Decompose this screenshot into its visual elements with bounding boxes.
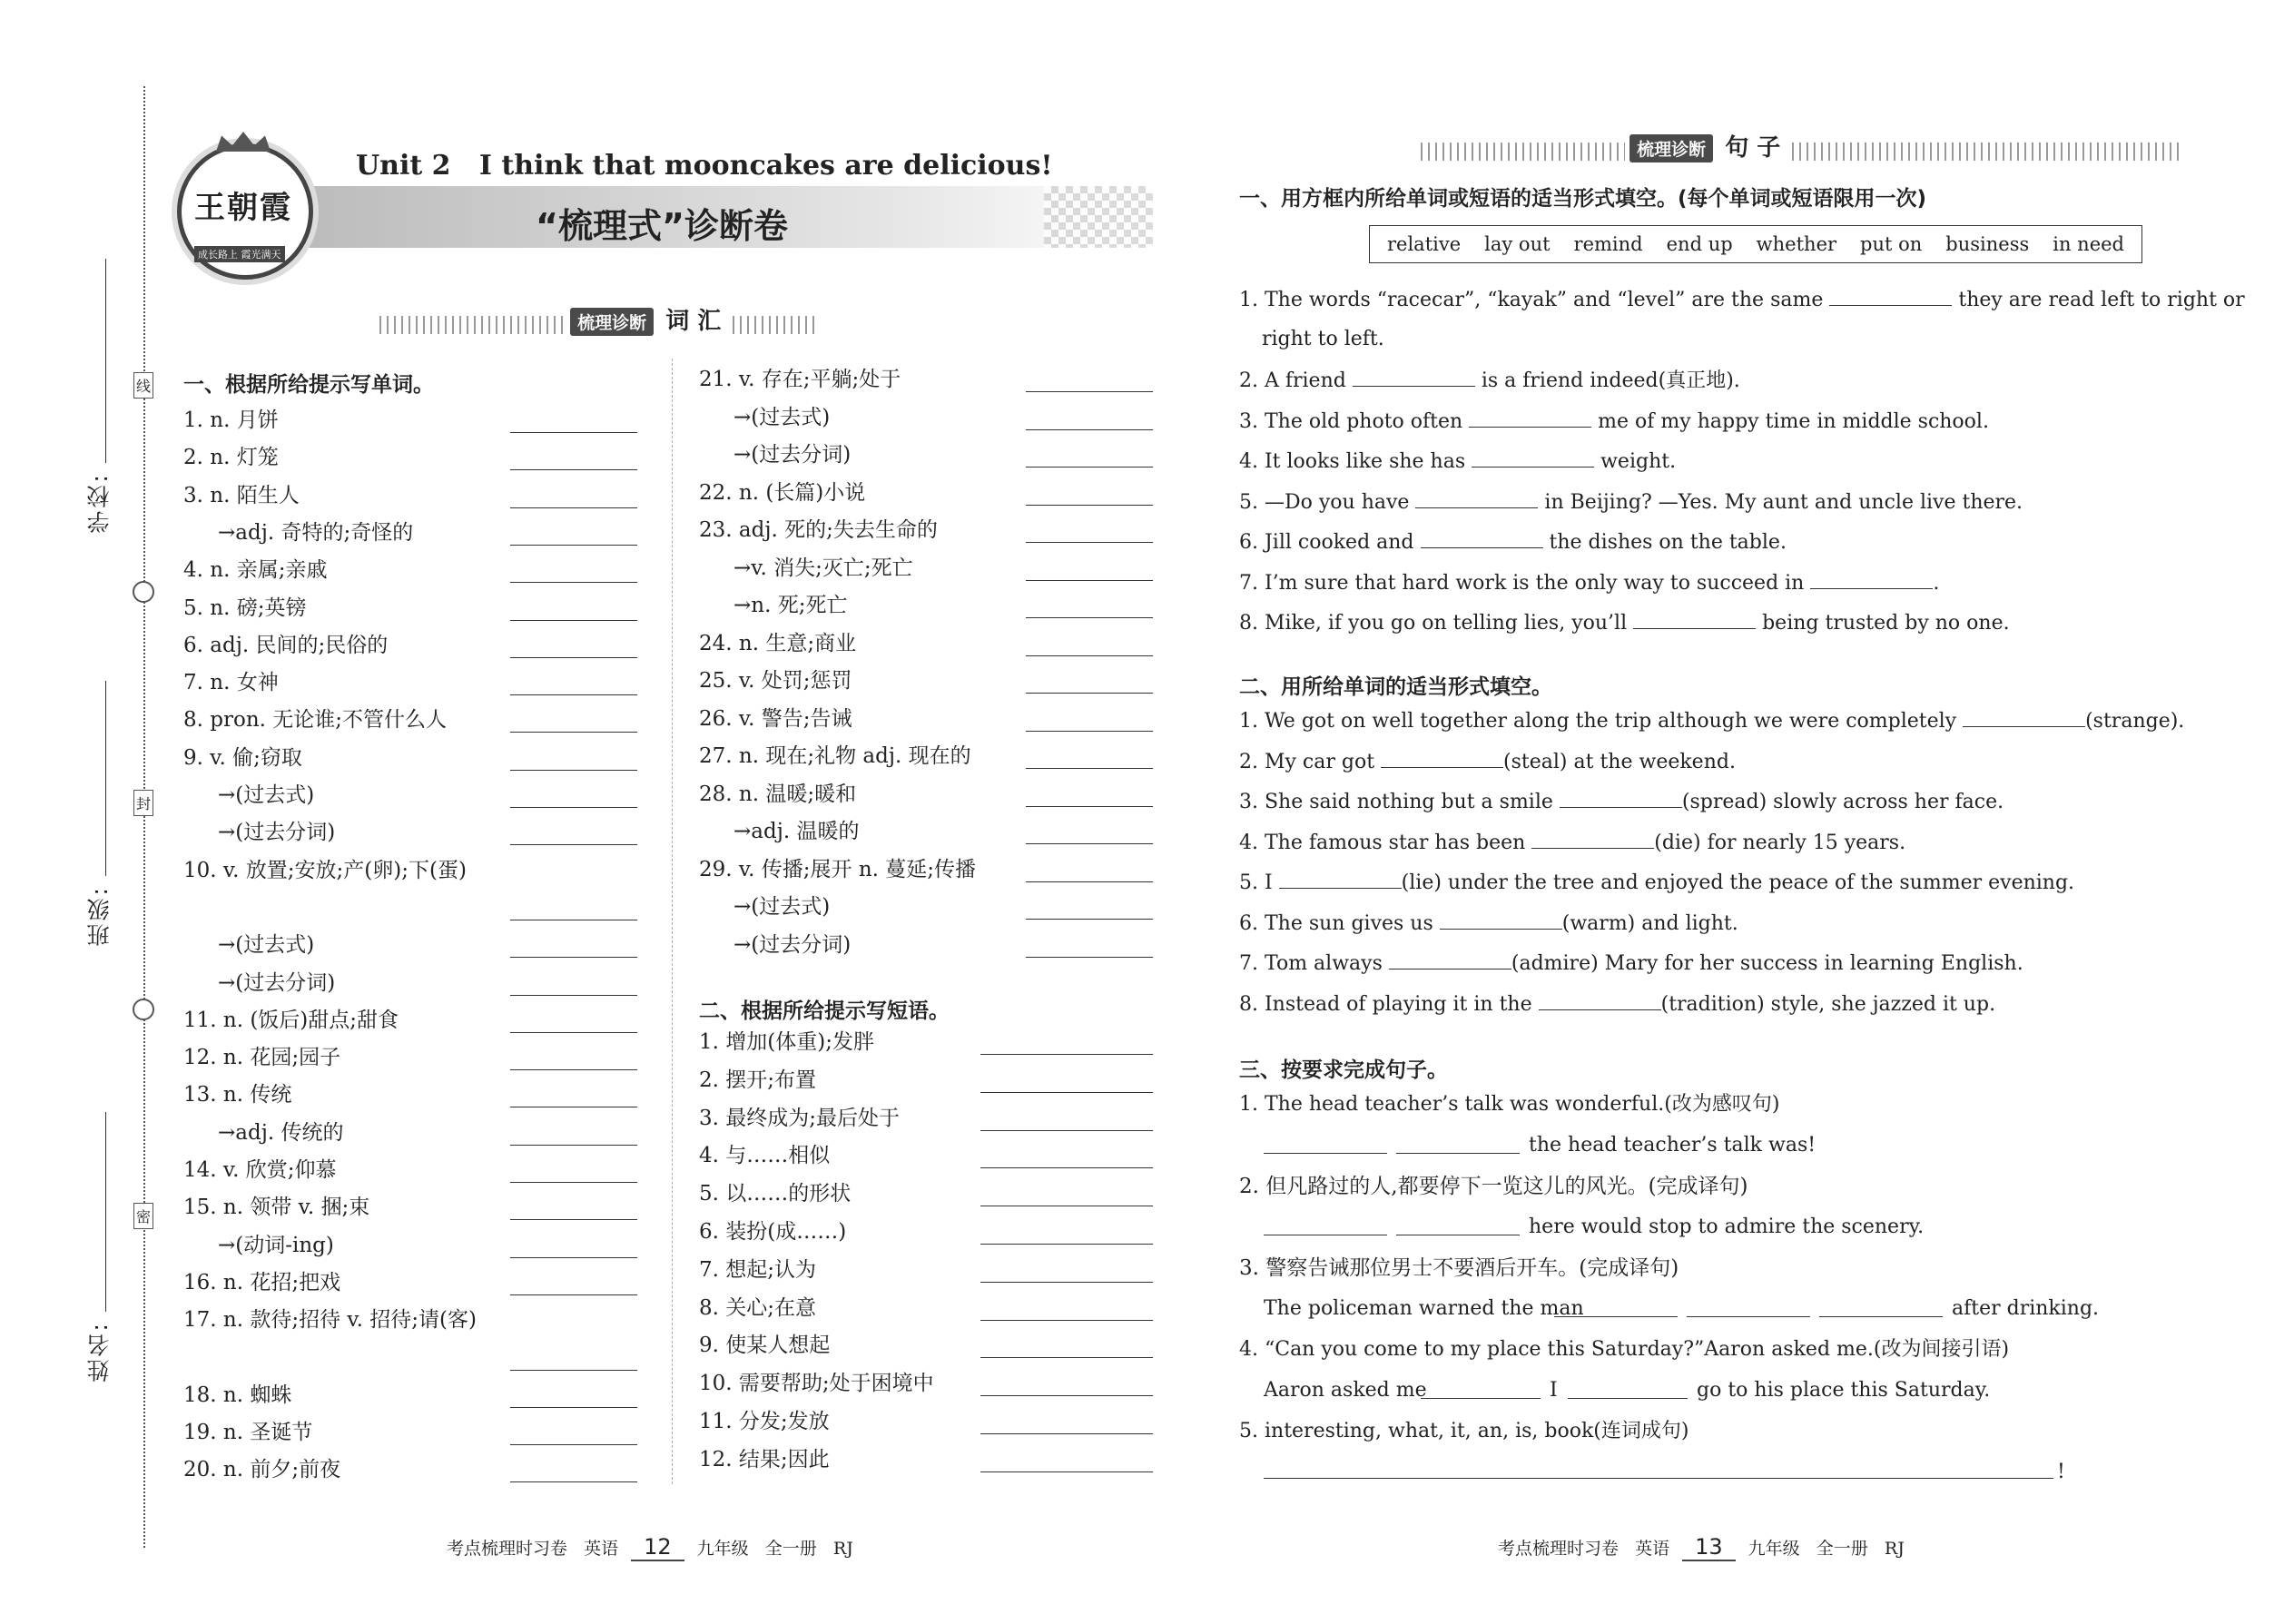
sentence-text: (die) for nearly 15 years. (1654, 831, 1906, 854)
sentence-item (1239, 285, 2245, 314)
word-box-item: relative (1387, 233, 1462, 255)
sentence-text: weight. (1594, 450, 1677, 473)
word-box-item: end up (1666, 233, 1733, 255)
vocab-prompt: 12. n. 花园;园子 (183, 1046, 341, 1070)
vocab-prompt: 13. n. 传统 (183, 1083, 292, 1107)
vocab-answer-blank[interactable] (510, 770, 637, 771)
sentence-text: 6. Jill cooked and (1239, 531, 1421, 554)
phrase-answer-blank[interactable] (980, 1167, 1153, 1168)
vocab-answer-blank[interactable] (510, 844, 637, 845)
vocab-prompt: →(过去分词) (733, 932, 852, 957)
footer-book: 考点梳理时习卷 英语 (1498, 1539, 1670, 1559)
sentence-text: right to left. (1262, 327, 1384, 350)
page-number: 12 (631, 1534, 684, 1561)
vocab-part1-title: 一、根据所给提示写单词。 (183, 373, 434, 397)
sentence-blank[interactable] (1472, 447, 1594, 468)
header-checker (1044, 186, 1153, 248)
word-box-item: whether (1756, 233, 1837, 255)
vocab-answer-blank[interactable] (1026, 429, 1153, 430)
name-line[interactable] (105, 1112, 106, 1312)
vocab-prompt: →(过去式) (218, 783, 315, 807)
vocab-prompt: →(过去式) (733, 895, 831, 919)
sentence-item (1239, 989, 1995, 1019)
sentence-blank[interactable] (1531, 828, 1654, 849)
vocab-answer-blank[interactable] (1026, 467, 1153, 468)
p3-a3-blank2[interactable] (1687, 1316, 1810, 1317)
hatch-decoration (1792, 143, 2182, 161)
vocab-prompt: 4. n. 亲属;亲戚 (183, 558, 328, 583)
class-line[interactable] (105, 681, 106, 876)
vocab-prompt: 5. n. 磅;英镑 (183, 595, 307, 620)
phrase-prompt: 1. 增加(体重);发胖 (699, 1030, 874, 1054)
sentence-blank[interactable] (1469, 407, 1591, 428)
p3-a2-text: here would stop to admire the scenery. (1529, 1216, 1925, 1238)
vocab-answer-blank[interactable] (1026, 617, 1153, 618)
p3-a5-blank[interactable] (1264, 1478, 2053, 1479)
hatch-decoration (1421, 143, 1625, 161)
vocab-answer-blank[interactable] (510, 545, 637, 546)
binding-ornament-icon (133, 581, 154, 603)
school-label: 学校: (86, 472, 113, 534)
sentences-part1-title: 一、用方框内所给单词或短语的适当形式填空。(每个单词或短语限用一次) (1239, 187, 1927, 211)
word-box-item: in need (2053, 233, 2124, 255)
vocab-answer-blank[interactable] (510, 469, 637, 470)
sentence-text: 4. It looks like she has (1239, 450, 1472, 473)
p3-a3-post: after drinking. (1952, 1297, 2100, 1320)
sentence-blank[interactable] (1810, 568, 1933, 589)
hatch-decoration (379, 316, 566, 334)
vocab-prompt: 26. v. 警告;告诫 (699, 706, 852, 731)
sentence-item (1239, 868, 2074, 897)
sentence-item (1239, 747, 1736, 776)
p3-a4-pre: Aaron asked me (1264, 1379, 1427, 1402)
vocab-prompt: 27. n. 现在;礼物 adj. 现在的 (699, 744, 971, 768)
phrase-prompt: 11. 分发;发放 (699, 1410, 830, 1433)
column-divider (672, 359, 673, 1484)
vocab-prompt: →(动词-ing) (218, 1233, 334, 1257)
vocab-answer-blank[interactable] (510, 732, 637, 733)
sentence-blank[interactable] (1539, 989, 1661, 1010)
vocab-answer-blank[interactable] (510, 957, 637, 958)
sentences-part3-title: 三、按要求完成句子。 (1239, 1058, 1448, 1082)
vocab-answer-blank[interactable] (1026, 806, 1153, 807)
vocab-answer-blank[interactable] (510, 1294, 637, 1295)
sentence-text: (warm) and light. (1561, 911, 1738, 935)
sentence-text: 4. The famous star has been (1239, 831, 1532, 854)
word-box-item: remind (1573, 233, 1643, 255)
vocab-prompt: 6. adj. 民间的;民俗的 (183, 633, 389, 657)
sentence-blank[interactable] (1633, 608, 1756, 629)
word-box-item: business (1945, 233, 2030, 255)
vocab-answer-blank[interactable] (510, 1145, 637, 1146)
vocab-prompt: 28. n. 温暖;暖和 (699, 782, 857, 806)
unit-title: Unit 2 I think that mooncakes are delicious! (356, 150, 1053, 182)
vocab-answer-blank[interactable] (510, 1032, 637, 1033)
vocab-prompt: →v. 消失;灭亡;死亡 (733, 556, 913, 580)
sentence-item (1239, 608, 2010, 637)
sentence-item (1239, 706, 2184, 735)
vocab-prompt: →adj. 温暖的 (733, 820, 860, 843)
vocab-answer-blank[interactable] (510, 582, 637, 583)
vocab-answer-blank[interactable] (1026, 731, 1153, 732)
vocab-prompt: 21. v. 存在;平躺;处于 (699, 368, 901, 391)
vocab-prompt: →(过去分词) (733, 443, 852, 467)
phrase-prompt: 8. 关心;在意 (699, 1295, 817, 1320)
vocab-answer-blank[interactable] (510, 1444, 637, 1445)
vocab-prompt: 15. n. 领带 v. 捆;束 (183, 1196, 370, 1220)
vocab-answer-blank[interactable] (510, 657, 637, 658)
sentence-item (1239, 407, 1989, 436)
sentence-blank[interactable] (1279, 868, 1402, 889)
sentence-item (1239, 527, 1787, 556)
sentence-text: 3. She said nothing but a smile (1239, 791, 1560, 813)
phrase-answer-blank[interactable] (980, 1282, 1153, 1283)
sentence-text: (tradition) style, she jazzed it up. (1660, 992, 1996, 1016)
sentence-item (1239, 447, 1676, 476)
vocab-heading: 词 汇 (665, 308, 722, 335)
vocab-prompt: 7. n. 女神 (183, 671, 279, 695)
phrase-answer-blank[interactable] (980, 1395, 1153, 1396)
phrase-prompt: 4. 与……相似 (699, 1144, 831, 1168)
vocab-prompt: 24. n. 生意;商业 (699, 631, 857, 655)
p3-q3: 3. 警察告诫那位男士不要酒后开车。(完成译句) (1239, 1256, 1679, 1280)
logo-crown-icon (216, 132, 271, 152)
vocab-answer-blank[interactable] (1026, 505, 1153, 506)
sentence-text: 2. My car got (1239, 750, 1382, 773)
name-label: 姓名: (86, 1321, 113, 1383)
vocab-answer-blank[interactable] (510, 1370, 637, 1371)
vocab-prompt: 8. pron. 无论谁;不管什么人 (183, 708, 448, 733)
phrase-answer-blank[interactable] (980, 1130, 1153, 1131)
class-label: 班级: (86, 885, 113, 947)
vocab-prompt: →adj. 传统的 (218, 1120, 344, 1145)
sentence-blank[interactable] (1963, 706, 2085, 727)
sentence-blank[interactable] (1389, 949, 1511, 969)
sentence-text: in Beijing? —Yes. My aunt and uncle live there. (1538, 490, 2023, 514)
word-box (1369, 225, 2142, 263)
vocab-answer-blank[interactable] (510, 1257, 637, 1258)
vocab-prompt: 14. v. 欣赏;仰慕 (183, 1158, 337, 1182)
brand-logo (177, 143, 313, 280)
footer-right (1498, 1534, 1905, 1561)
vocab-answer-blank[interactable] (1026, 391, 1153, 392)
vocab-tag: 梳理诊断 (570, 308, 654, 336)
binding-mark-feng: 封 (133, 790, 153, 816)
sentence-text: (steal) at the weekend. (1503, 750, 1736, 773)
vocab-answer-blank[interactable] (510, 694, 637, 695)
vocab-answer-blank[interactable] (1026, 542, 1153, 543)
logo-text: 王朝霞 (194, 190, 292, 226)
vocab-prompt: 29. v. 传播;展开 n. 蔓延;传播 (699, 857, 977, 881)
binding-mark-xian: 线 (133, 372, 153, 399)
sentence-text: (admire) Mary for her success in learning English. (1511, 952, 2023, 975)
sentence-item (1239, 568, 1939, 597)
phrase-prompt: 7. 想起;认为 (699, 1257, 817, 1282)
vocab-answer-blank[interactable] (510, 1219, 637, 1220)
sentence-blank[interactable] (1415, 487, 1538, 508)
phrase-prompt: 12. 结果;因此 (699, 1447, 830, 1471)
sentence-text: 2. A friend (1239, 369, 1353, 392)
phrase-prompt: 3. 最终成为;最后处于 (699, 1106, 901, 1130)
vocab-prompt: →(过去分词) (218, 821, 336, 845)
sentence-text: . (1933, 571, 1940, 595)
sentence-blank[interactable] (1381, 747, 1503, 768)
vocab-prompt: 2. n. 灯笼 (183, 446, 279, 470)
phrase-prompt: 5. 以……的形状 (699, 1182, 852, 1206)
vocab-answer-blank[interactable] (1026, 768, 1153, 769)
sentence-section-header (1421, 129, 2182, 162)
vocab-prompt: →(过去式) (733, 405, 831, 429)
vocab-answer-blank[interactable] (510, 1182, 637, 1183)
vocab-prompt: 22. n. (长篇)小说 (699, 480, 866, 505)
binding-dotted-line (143, 86, 145, 1548)
phrase-prompt: 9. 使某人想起 (699, 1334, 831, 1358)
sentence-item (1239, 787, 2004, 816)
sentence-text: 1. The words “racecar”, “kayak” and “level” are the same (1239, 289, 1830, 311)
p3-a1-blank1[interactable] (1264, 1153, 1387, 1154)
vocab-prompt: 3. n. 陌生人 (183, 483, 300, 507)
footer-grade: 九年级 全一册 RJ (696, 1539, 853, 1559)
binding-ornament-icon (133, 999, 154, 1020)
p3-a4-blank1[interactable] (1421, 1398, 1541, 1399)
sentence-text: 8. Instead of playing it in the (1239, 992, 1539, 1016)
sentence-blank[interactable] (1421, 527, 1543, 548)
p3-a5-end: ! (2057, 1461, 2065, 1483)
sentence-heading: 句 子 (1725, 134, 1781, 162)
vocab-answer-blank[interactable] (1026, 843, 1153, 844)
sentence-tag: 梳理诊断 (1629, 134, 1713, 162)
p3-q4: 4. “Can you come to my place this Saturday?”Aaron asked me.(改为间接引语) (1239, 1338, 2010, 1361)
vocab-answer-blank[interactable] (510, 1481, 637, 1482)
binding-mark-mi: 密 (133, 1203, 153, 1229)
word-box-item: lay out (1484, 233, 1551, 255)
school-line[interactable] (105, 259, 106, 463)
vocab-prompt: 10. v. 放置;安放;产(卵);下(蛋) (183, 858, 467, 882)
sentence-text: 6. The sun gives us (1239, 911, 1440, 935)
vocab-prompt: →(过去分词) (218, 970, 336, 995)
sentence-item (1239, 487, 2023, 517)
sentence-text: me of my happy time in middle school. (1591, 409, 1989, 433)
sentence-text: 8. Mike, if you go on telling lies, you’ll (1239, 612, 1634, 635)
vocab-answer-blank[interactable] (510, 507, 637, 508)
sentence-item (1239, 828, 1905, 857)
phrase-prompt: 10. 需要帮助;处于困境中 (699, 1372, 934, 1396)
vocab-prompt: 25. v. 处罚;惩罚 (699, 669, 852, 693)
vocab-prompt: 19. n. 圣诞节 (183, 1421, 313, 1445)
p3-a1-text: the head teacher’s talk was! (1529, 1134, 1816, 1156)
vocab-answer-blank[interactable] (510, 995, 637, 996)
sentence-text: (spread) slowly across her face. (1681, 791, 2004, 813)
vocab-section-header (379, 302, 814, 336)
phrase-prompt: 2. 摆开;布置 (699, 1068, 817, 1092)
sentences-part2-title: 二、用所给单词的适当形式填空。 (1239, 675, 1552, 699)
sentence-text: is a friend indeed(真正地). (1474, 369, 1740, 392)
vocab-prompt: →n. 死;死亡 (733, 594, 848, 617)
p3-q1: 1. The head teacher’s talk was wonderful.(改为感叹句) (1239, 1093, 1780, 1116)
footer-left (447, 1534, 853, 1561)
p3-a4-post: go to his place this Saturday. (1697, 1379, 1991, 1402)
sentence-text: 5. —Do you have (1239, 490, 1416, 514)
sentence-blank[interactable] (1829, 285, 1952, 306)
p3-a3-blank3[interactable] (1819, 1316, 1943, 1317)
sentence-text: 3. The old photo often (1239, 409, 1470, 433)
page-number: 13 (1682, 1534, 1736, 1561)
vocab-prompt: 17. n. 款待;招待 v. 招待;请(客) (183, 1308, 477, 1333)
vocab-answer-blank[interactable] (1026, 693, 1153, 694)
vocab-answer-blank[interactable] (1026, 655, 1153, 656)
vocab-prompt: 1. n. 月饼 (183, 408, 279, 432)
sentence-text: they are read left to right or (1952, 289, 2245, 311)
vocab-answer-blank[interactable] (1026, 580, 1153, 581)
p3-a1-blank2[interactable] (1396, 1153, 1520, 1154)
sentence-text: 7. I’m sure that hard work is the only way to succeed in (1239, 571, 1811, 595)
vocab-answer-blank[interactable] (1026, 881, 1153, 882)
vocab-part2-title: 二、根据所给提示写短语。 (699, 999, 950, 1023)
sentence-item (1239, 366, 1740, 395)
phrase-answer-blank[interactable] (980, 1320, 1153, 1321)
vocab-prompt: 9. v. 偷;窃取 (183, 745, 302, 770)
phrase-answer-blank[interactable] (980, 1357, 1153, 1358)
vocab-prompt: →(过去式) (218, 933, 315, 958)
vocab-answer-blank[interactable] (510, 1407, 637, 1408)
sentence-blank[interactable] (1560, 787, 1682, 808)
p3-q2: 2. 但凡路过的人,都要停下一览这儿的风光。(完成译句) (1239, 1175, 1748, 1198)
sentence-item (1239, 949, 2023, 978)
vocab-prompt: →adj. 奇特的;奇怪的 (218, 520, 414, 545)
footer-book: 考点梳理时习卷 英语 (447, 1539, 619, 1559)
p3-a4-blank2[interactable] (1568, 1398, 1688, 1399)
sentence-item (1262, 326, 1384, 353)
footer-grade: 九年级 全一册 RJ (1748, 1539, 1905, 1559)
vocab-answer-blank[interactable] (510, 432, 637, 433)
sentence-text: the dishes on the table. (1542, 531, 1787, 554)
vocab-prompt: 11. n. (饭后)甜点;甜食 (183, 1008, 399, 1032)
sentence-text: 5. I (1239, 871, 1279, 894)
vocab-answer-blank[interactable] (1026, 957, 1153, 958)
phrase-prompt: 6. 装扮(成……) (699, 1220, 847, 1244)
hatch-decoration (733, 316, 814, 334)
phrase-answer-blank[interactable] (980, 1471, 1153, 1472)
sentence-item (1239, 909, 1738, 938)
vocab-answer-blank[interactable] (510, 620, 637, 621)
p3-a3-pre: The policeman warned the man (1264, 1297, 1584, 1320)
p3-a4-mid: I (1550, 1379, 1558, 1402)
vocab-prompt: 23. adj. 死的;失去生命的 (699, 518, 938, 542)
p3-q5: 5. interesting, what, it, an, is, book(连词成句) (1239, 1420, 1689, 1442)
sentence-text: (lie) under the tree and enjoyed the peace of the summer evening. (1401, 871, 2075, 894)
sentence-blank[interactable] (1353, 366, 1475, 387)
vocab-answer-blank[interactable] (510, 807, 637, 808)
sentence-text: being trusted by no one. (1756, 612, 2010, 635)
vocab-prompt: 20. n. 前夕;前夜 (183, 1458, 341, 1482)
sentence-text: 1. We got on well together along the trip although we were completely (1239, 710, 1964, 733)
vocab-answer-blank[interactable] (1026, 919, 1153, 920)
word-box-item: put on (1860, 233, 1923, 255)
sentence-text: 7. Tom always (1239, 952, 1389, 975)
phrase-answer-blank[interactable] (980, 1054, 1153, 1055)
paper-title: “梳理式”诊断卷 (536, 206, 788, 246)
phrase-answer-blank[interactable] (980, 1092, 1153, 1093)
vocab-prompt: 18. n. 蜘蛛 (183, 1383, 292, 1407)
vocab-prompt: 16. n. 花招;把戏 (183, 1270, 341, 1294)
phrase-answer-blank[interactable] (980, 1244, 1153, 1245)
vocab-answer-blank[interactable] (510, 1069, 637, 1070)
p3-a3-blank1[interactable] (1554, 1316, 1678, 1317)
phrase-answer-blank[interactable] (980, 1433, 1153, 1434)
sentence-blank[interactable] (1440, 909, 1562, 930)
logo-motto: 成长路上 霞光满天 (194, 246, 285, 262)
sentence-text: (strange). (2085, 710, 2185, 733)
